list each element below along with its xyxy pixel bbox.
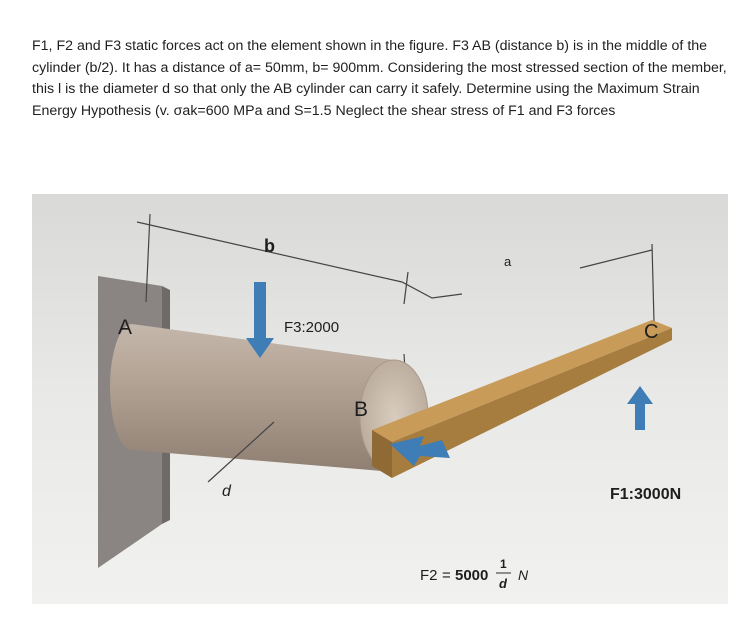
- problem-statement: [32, 36, 732, 122]
- problem-text: F1, F2 and F3 static forces act on the element shown in the figure. F3 AB (distance b) is in the middle of the cylinder (b/2). It has a distance of a= 50mm, b= 900mm. Considering the most stressed section of the member, this l is the diameter d so that only the AB cylinder can carry it safely. Determine using the Maximum Strain Energy Hypothesis (v. σak=600 MPa and S=1.5 Neglect the shear stress of F1 and F3 forces: [32, 38, 727, 119]
- label-f2-numerator: 1: [500, 557, 507, 571]
- label-point-a: A: [118, 316, 133, 339]
- label-f2-prefix: F2: [420, 567, 438, 584]
- label-f2-value: 5000: [455, 567, 489, 584]
- label-f2-denominator: d: [499, 576, 507, 591]
- label-dim-b: b: [264, 236, 275, 256]
- label-point-b: B: [354, 398, 369, 421]
- label-force-f1: F1:3000N: [610, 486, 682, 503]
- label-dim-a: a: [504, 254, 512, 269]
- label-f2-eq: =: [442, 567, 451, 584]
- label-force-f3: F3:2000: [284, 319, 340, 336]
- mechanics-figure: [32, 194, 728, 604]
- label-point-c: C: [644, 321, 659, 343]
- label-f2-unit: N: [518, 567, 529, 583]
- label-dim-d: d: [222, 483, 231, 500]
